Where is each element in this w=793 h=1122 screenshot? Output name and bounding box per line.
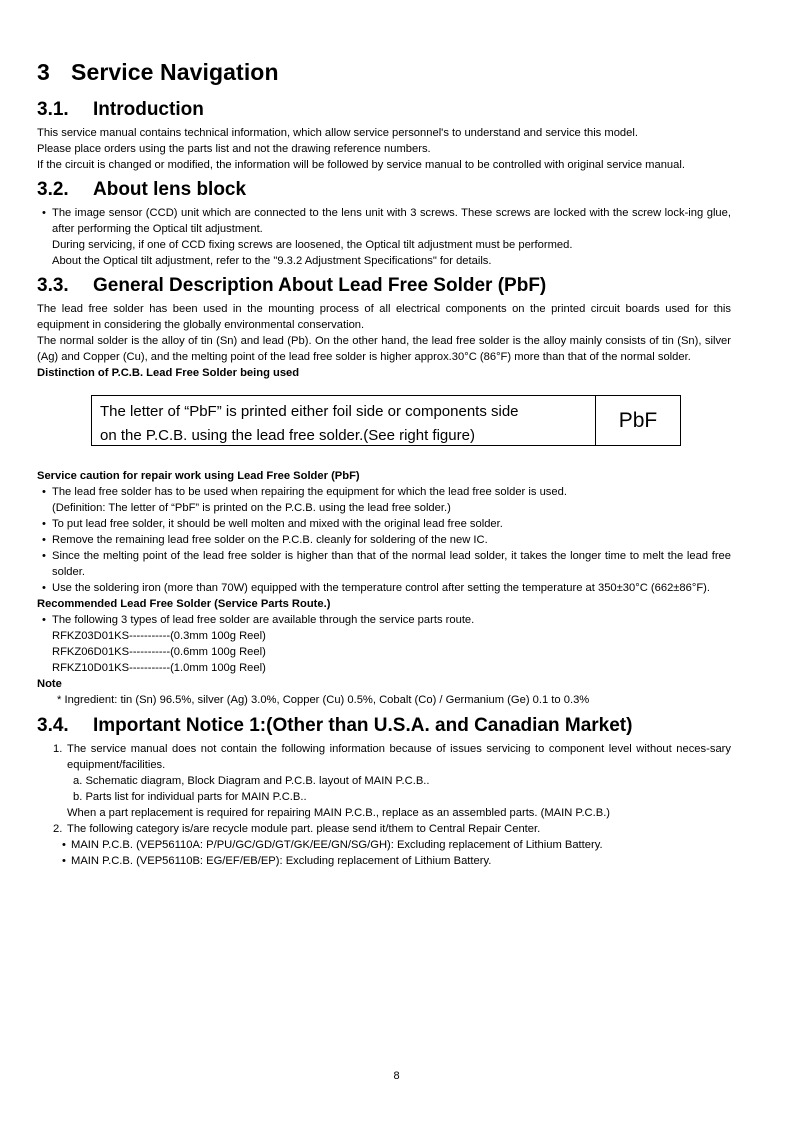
document-page bbox=[37, 56, 731, 869]
notice-sub-a: a. Schematic diagram, Block Diagram and P.C.B. layout of MAIN P.C.B.. bbox=[73, 775, 430, 787]
pbf-paragraph-2: The normal solder is the alloy of tin (Sn) and lead (Pb). On the other hand, the lead free solder is the alloy mainly consists of tin (Sn), silver (Ag) and Copper (Cu), and the melting point of the lead free solder is higher approx.30°C (86°F) more than that of the normal solder. bbox=[37, 335, 731, 363]
part-line-3: RFKZ10D01KS-----------(1.0mm 100g Reel) bbox=[52, 662, 266, 674]
lens-line-2: During servicing, if one of CCD fixing screws are loosened, the Optical tilt adjustment must be performed. bbox=[52, 239, 573, 251]
caution-item-3: • Remove the remaining lead free solder on the P.C.B. cleanly for soldering of the new IC. bbox=[37, 532, 731, 548]
lens-bullet: • The image sensor (CCD) unit which are connected to the lens unit with 3 screws. These screws are locked with the screw lock-ing glue, after performing the Optical tilt adjustment. bbox=[37, 205, 731, 237]
caution-item-4: • Since the melting point of the lead free solder is higher than that of the normal lead solder, it takes the longer time to melt the lead free solder. bbox=[37, 548, 731, 580]
distinction-heading: Distinction of P.C.B. Lead Free Solder being used bbox=[37, 367, 300, 379]
recommended-item: • The following 3 types of lead free solder are available through the service parts route. bbox=[37, 612, 731, 628]
note-heading: Note bbox=[37, 678, 62, 690]
notice-list bbox=[37, 741, 731, 869]
intro-line-2: Please place orders using the parts list and not the drawing reference numbers. bbox=[37, 143, 431, 155]
page-title bbox=[37, 56, 731, 88]
title-text: Service Navigation bbox=[71, 59, 279, 85]
notice-item-2: 2. The following category is/are recycle module part. please send it/them to Central Repair Center. bbox=[53, 823, 541, 835]
section-heading-3-2: 3.2. About lens block bbox=[37, 179, 247, 200]
lens-line-3: About the Optical tilt adjustment, refer to the "9.3.2 Adjustment Specifications" for details. bbox=[52, 255, 492, 267]
notice-item-1: 1. The service manual does not contain the following information because of issues servicing to component level without neces-sary equipment/facilities. bbox=[53, 743, 731, 771]
page-number: 8 bbox=[393, 1070, 400, 1082]
notice-module-1: • MAIN P.C.B. (VEP56110A: P/PU/GC/GD/GT/GK/EE/GN/SG/GH): Excluding replacement of Lithium Battery. bbox=[37, 837, 731, 853]
note-text: * Ingredient: tin (Sn) 96.5%, silver (Ag) 3.0%, Copper (Cu) 0.5%, Cobalt (Co) / Germanium (Ge) 0.1 to 0.3% bbox=[57, 694, 590, 706]
caution-item-5: • Use the soldering iron (more than 70W) equipped with the temperature control after setting the temperature at 350±30°C (662±86°F). bbox=[37, 580, 731, 596]
pbf-box-text: The letter of “PbF” is printed either foil side or components side on the P.C.B. using the lead free solder.(See right figure) bbox=[92, 396, 596, 445]
notice-sub-b: b. Parts list for individual parts for MAIN P.C.B.. bbox=[73, 791, 307, 803]
section-heading-3-1: 3.1. Introduction bbox=[37, 99, 204, 120]
title-number: 3 bbox=[37, 59, 50, 85]
part-line-2: RFKZ06D01KS-----------(0.6mm 100g Reel) bbox=[52, 646, 266, 658]
notice-module-2: • MAIN P.C.B. (VEP56110B: EG/EF/EB/EP): Excluding replacement of Lithium Battery. bbox=[37, 853, 731, 869]
section-heading-3-3: 3.3. General Description About Lead Free Solder (PbF) bbox=[37, 275, 547, 296]
intro-line-1: This service manual contains technical information, which allow service personnel's to understand and service this model. bbox=[37, 127, 638, 139]
section-heading-3-4: 3.4. Important Notice 1:(Other than U.S.A. and Canadian Market) bbox=[37, 715, 633, 736]
pbf-info-box bbox=[91, 395, 681, 446]
pbf-paragraph-1: The lead free solder has been used in the mounting process of all electrical components on the printed circuit boards used for this equipment in considering the globally environmental conservation. bbox=[37, 303, 731, 331]
notice-when: When a part replacement is required for repairing MAIN P.C.B., replace as an assembled parts. (MAIN P.C.B.) bbox=[67, 807, 611, 819]
caution-definition: (Definition: The letter of “PbF” is printed on the P.C.B. using the lead free solder.) bbox=[52, 502, 451, 514]
caution-item-1: • The lead free solder has to be used when repairing the equipment for which the lead free solder is used. bbox=[37, 484, 731, 500]
caution-item-2: • To put lead free solder, it should be well molten and mixed with the original lead free solder. bbox=[37, 516, 731, 532]
part-line-1: RFKZ03D01KS-----------(0.3mm 100g Reel) bbox=[52, 630, 266, 642]
caution-heading: Service caution for repair work using Lead Free Solder (PbF) bbox=[37, 470, 360, 482]
pbf-mark: PbF bbox=[618, 408, 658, 432]
intro-line-3: If the circuit is changed or modified, the information will be followed by service manual to be controlled with original service manual. bbox=[37, 159, 685, 171]
recommended-heading: Recommended Lead Free Solder (Service Parts Route.) bbox=[37, 598, 331, 610]
